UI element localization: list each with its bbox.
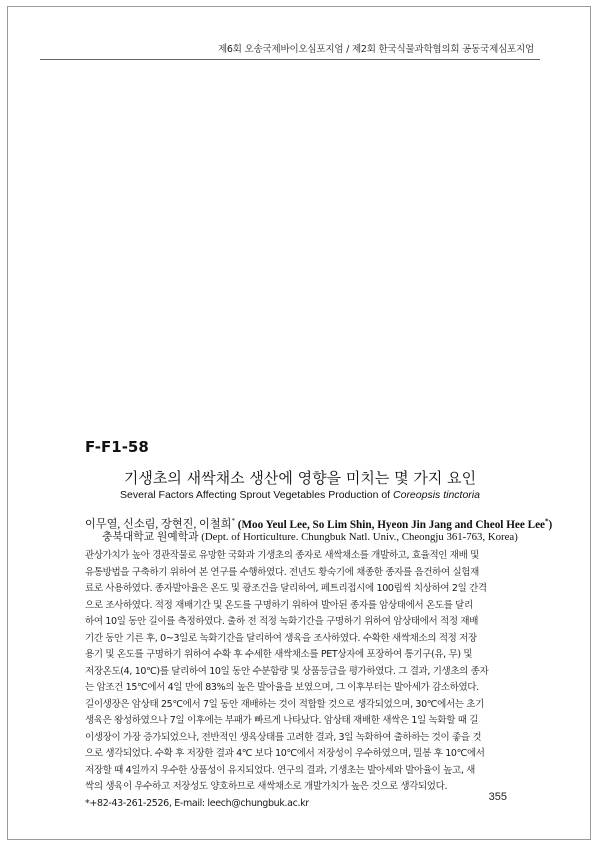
abstract-line: 길이생장은 암상태 25℃에서 7일 동안 재배하는 것이 적합할 것으로 생각되었으며, 30℃에서는 초기 [85,698,484,710]
corresponding-mark-en: * [545,517,549,525]
paper-code: F-F1-58 [85,438,149,456]
running-header: 제6회 오송국제바이오심포지엄 / 제2회 한국식물과학협의회 공동국제심포지엄 [217,44,534,55]
abstract-line: 으로 조사하였다. 적정 재배기간 및 온도를 구명하기 위하여 발아된 종자를 암상태에서 온도를 달리 [85,599,473,611]
abstract-line: 는 암조건 15℃에서 4일 만에 83%의 높은 발아율을 보였으며, 그 이후부터는 발아세가 감소하였다. [85,682,479,693]
page-number: 355 [488,791,507,803]
authors-english-text: (Moo Yeul Lee, So Lim Shin, Hyeon Jin Jang and Cheol Hee Lee [237,518,546,531]
authors-english [238,519,553,531]
authors-english-close: ) [548,518,553,531]
abstract-line: 저장온도(4, 10℃)를 달리하여 10일 동안 수분함량 및 상품등급을 평가하였다. 그 결과, 기생초의 종자 [85,665,489,677]
species-name: Coreopsis tinctoria [393,489,480,501]
corresponding-mark: * [231,517,235,525]
abstract-line: 관상가치가 높아 경관작물로 유망한 국화과 기생초의 종자로 새싹채소를 개발하고, 효율적인 재배 및 [85,550,479,561]
title-english [0,489,600,501]
abstract-line: 저장할 때 4일까지 우수한 상품성이 유지되었다. 연구의 결과, 기생초는 발아세와 발아율이 높고, 새 [85,764,475,776]
abstract-line: 용기 및 온도를 구명하기 위하여 수확 후 수세한 새싹채소를 PET상자에 포장하여 통기구(유, 무) 및 [85,649,473,660]
title-korean: 기생초의 새싹채소 생산에 영향을 미치는 몇 가지 요인 [123,469,477,487]
abstract-line: 유통방법을 구축하기 위하여 본 연구를 수행하였다. 전년도 황숙기에 채종한 종자를 음건하여 실험재 [85,566,479,578]
abstract-line: 생육은 왕성하였으나 7일 이후에는 부패가 빠르게 나타났다. 암상태 재배한 새싹은 1일 녹화할 때 길 [85,715,479,726]
abstract-line: 싹의 생육이 우수하고 저장성도 양호하므로 새싹채소로 개발가치가 높은 것으로 생각되었다. [85,781,448,792]
title-english-text: Several Factors Affecting Sprout Vegetables Production of [120,489,394,501]
abstract-body [85,548,531,812]
abstract-line: 료로 사용하였다. 종자발아율은 온도 및 광조건을 달리하여, 페트리접시에 100립씩 치상하여 2일 간격 [85,583,487,594]
abstract-line: 하여 10일 동안 길이를 측정하였다. 출하 전 적정 녹화기간을 구명하기 위하여 암상태에서 적정 재배 [85,616,479,627]
contact-line: *+82-43-261-2526, E-mail: leech@chungbuk.ac.kr [85,797,309,809]
affiliation: 충북대학교 원예학과 (Dept. of Horticulture. Chungbuk Natl. Univ., Cheongju 361-763, Korea) [102,531,518,543]
authors-korean: 이무열, 신소림, 장현진, 이철희 [85,518,232,531]
header-divider [40,59,540,60]
abstract-line: 기간 동안 기른 후, 0~3일로 녹화기간을 달리하여 생육을 조사하였다. 수확한 새싹채소의 적정 저장 [85,632,477,644]
abstract-line: 으로 생각되었다. 수확 후 저장한 결과 4℃ 보다 10℃에서 저장성이 우수하였으며, 밀봉 후 10℃에서 [85,748,485,759]
abstract-line: 이생장이 가장 증가되었으나, 전반적인 생육상태를 고려한 결과, 3일 녹화하여 출하하는 것이 좋을 것 [85,731,482,743]
